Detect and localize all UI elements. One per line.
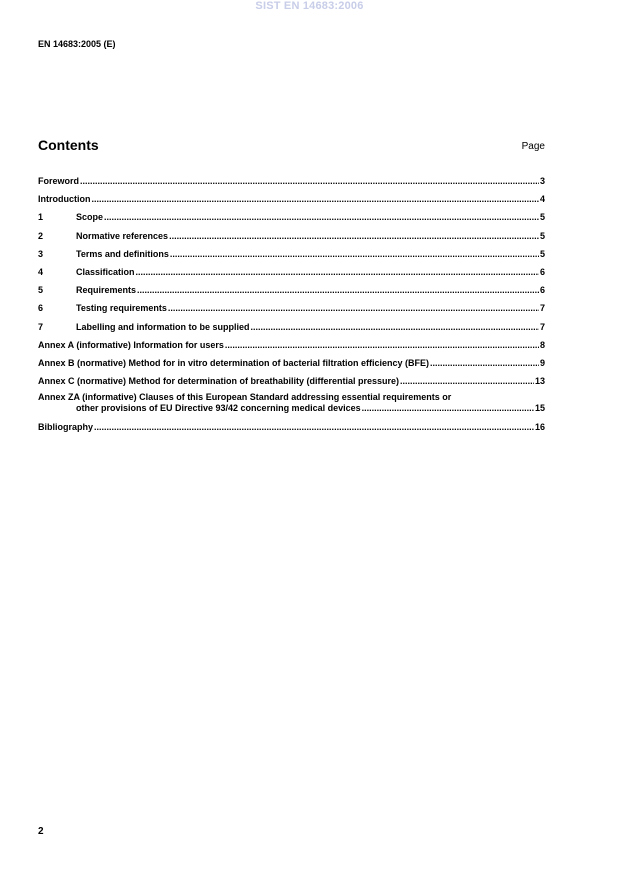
toc-entry-number: 4: [38, 266, 44, 277]
toc-entry-requirements[interactable]: [38, 283, 545, 301]
toc-entry-page: 16: [534, 422, 545, 433]
toc-entry-title: Requirements: [76, 285, 137, 296]
toc-entry-title: Introduction: [38, 194, 91, 205]
toc-entry-introduction[interactable]: [38, 192, 545, 210]
dot-leader: [251, 320, 539, 334]
toc-entry-page: 3: [539, 176, 545, 186]
toc-entry-page: 13: [534, 376, 545, 387]
toc-entry-title: Annex A (informative) Information for users: [38, 339, 224, 350]
dot-leader: [137, 283, 539, 297]
toc-entry-classification[interactable]: [38, 265, 545, 283]
toc-entry-page: 7: [539, 321, 545, 332]
dot-leader: [400, 374, 534, 388]
dot-leader: [362, 403, 534, 414]
toc-entry-title: Classification: [76, 266, 135, 277]
toc-entry-page: 6: [539, 266, 545, 277]
dot-leader: [168, 301, 539, 315]
toc-entry-title: Bibliography: [38, 422, 94, 433]
document-identifier: EN 14683:2005 (E): [38, 39, 116, 49]
dot-leader: [169, 229, 539, 243]
dot-leader: [170, 247, 539, 261]
toc-entry-annex-b[interactable]: [38, 356, 545, 374]
toc-entry-page: 8: [539, 339, 545, 350]
toc-entry-bibliography[interactable]: [38, 420, 545, 438]
page-number: 2: [38, 826, 44, 837]
toc-entry-page: 5: [539, 248, 545, 259]
toc-entry-number: 5: [38, 285, 44, 296]
toc-entry-page: 7: [539, 303, 545, 314]
table-of-contents: [38, 174, 545, 438]
toc-entry-labelling[interactable]: [38, 320, 545, 338]
contents-heading: Contents: [38, 137, 99, 153]
watermark: SIST EN 14683:2006: [255, 0, 364, 12]
toc-entry-number: 3: [38, 248, 44, 259]
toc-entry-foreword[interactable]: [38, 174, 545, 192]
toc-entry-title: Scope: [76, 212, 104, 223]
toc-entry-title: Testing requirements: [76, 303, 167, 314]
toc-entry-number: 2: [38, 230, 44, 241]
toc-entry-number: 6: [38, 303, 44, 314]
dot-leader: [225, 338, 539, 352]
dot-leader: [136, 265, 539, 279]
toc-entry-title: Annex B (normative) Method for in vitro determination of bacterial filtration efficiency (BFE): [38, 357, 430, 368]
toc-entry-scope[interactable]: [38, 210, 545, 228]
toc-entry-testing-requirements[interactable]: [38, 301, 545, 319]
toc-entry-title: Normative references: [76, 230, 169, 241]
toc-entry-number: 1: [38, 212, 44, 223]
toc-entry-title-continued: other provisions of EU Directive 93/42 concerning medical devices: [76, 403, 361, 414]
dot-leader: [92, 192, 539, 206]
toc-entry-page: 9: [539, 357, 545, 368]
toc-entry-normative-references[interactable]: [38, 229, 545, 247]
toc-entry-page: 4: [539, 194, 545, 205]
dot-leader: [104, 210, 539, 224]
toc-entry-page: 15: [534, 403, 545, 414]
toc-entry-title: Labelling and information to be supplied: [76, 321, 250, 332]
toc-entry-title: Annex C (normative) Method for determination of breathability (differential pressure): [38, 376, 400, 387]
toc-entry-title: Foreword: [38, 176, 80, 186]
toc-entry-title: Annex ZA (informative) Clauses of this European Standard addressing essential requirements or: [38, 392, 452, 403]
dot-leader: [94, 420, 534, 434]
dot-leader: [430, 356, 539, 370]
toc-entry-page: 5: [539, 230, 545, 241]
page-column-label: Page: [521, 141, 545, 152]
toc-entry-page: 5: [539, 212, 545, 223]
toc-entry-terms-definitions[interactable]: [38, 247, 545, 265]
toc-entry-annex-za[interactable]: [38, 392, 545, 414]
dot-leader: [80, 174, 539, 188]
toc-entry-annex-a[interactable]: [38, 338, 545, 356]
toc-entry-number: 7: [38, 321, 44, 332]
toc-entry-page: 6: [539, 285, 545, 296]
toc-entry-title: Terms and definitions: [76, 248, 169, 259]
toc-entry-annex-c[interactable]: [38, 374, 545, 392]
